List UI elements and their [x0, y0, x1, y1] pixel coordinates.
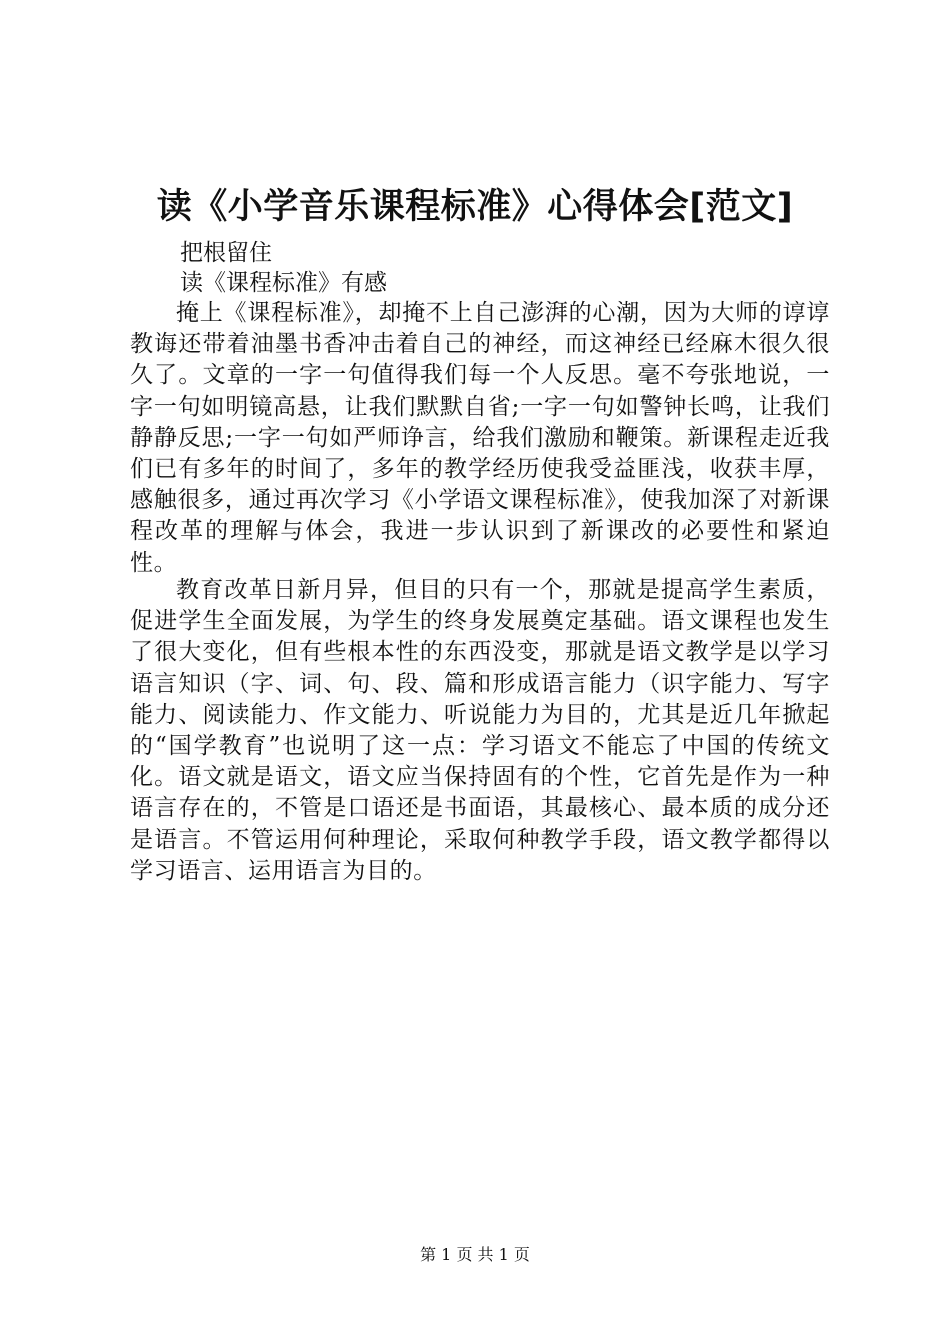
paragraph-2: 教育改革日新月异，但目的只有一个，那就是提高学生素质，促进学生全面发展，为学生的终身发展奠定基础。语文课程也发生了很大变化，但有些根本性的东西没变，那就是语文教学是以学习语言知识（字、词、句、段、篇和形成语言能力（识字能力、写字能力、阅读能力、作文能力、听说能力为目的，尤其是近几年掀起的“国学教育”也说明了这一点：学习语文不能忘了中国的传统文化。语文就是语文，语文应当保持固有的个性，它首先是作为一种语言存在的，不管是口语还是书面语，其最核心、最本质的成分还是语言。不管运用何种理论，采取何种教学手段，语文教学都得以学习语言、运用语言为目的。 [130, 577, 830, 884]
subtitle-keep-roots: 把根留住 [180, 240, 272, 266]
page-number-footer: 第 1 页 共 1 页 [420, 1245, 530, 1264]
paragraph-1: 掩上《课程标准》，却掩不上自己澎湃的心潮，因为大师的谆谆教诲还带着油墨书香冲击着自己的神经，而这神经已经麻木很久很久了。文章的一字一句值得我们每一个人反思。毫不夸张地说，一字一句如明镜高悬，让我们默默自省;一字一句如警钟长鸣，让我们静静反思;一字一句如严师诤言，给我们激励和鞭策。新课程走近我们已有多年的时间了，多年的教学经历使我受益匪浅，收获丰厚，感触很多，通过再次学习《小学语文课程标准》，使我加深了对新课程改革的理解与体会，我进一步认识到了新课改的必要性和紧迫性。 [130, 300, 830, 576]
document-title: 读《小学音乐课程标准》心得体会[范文] [156, 187, 794, 227]
subtitle-reading-note: 读《课程标准》有感 [180, 270, 387, 296]
